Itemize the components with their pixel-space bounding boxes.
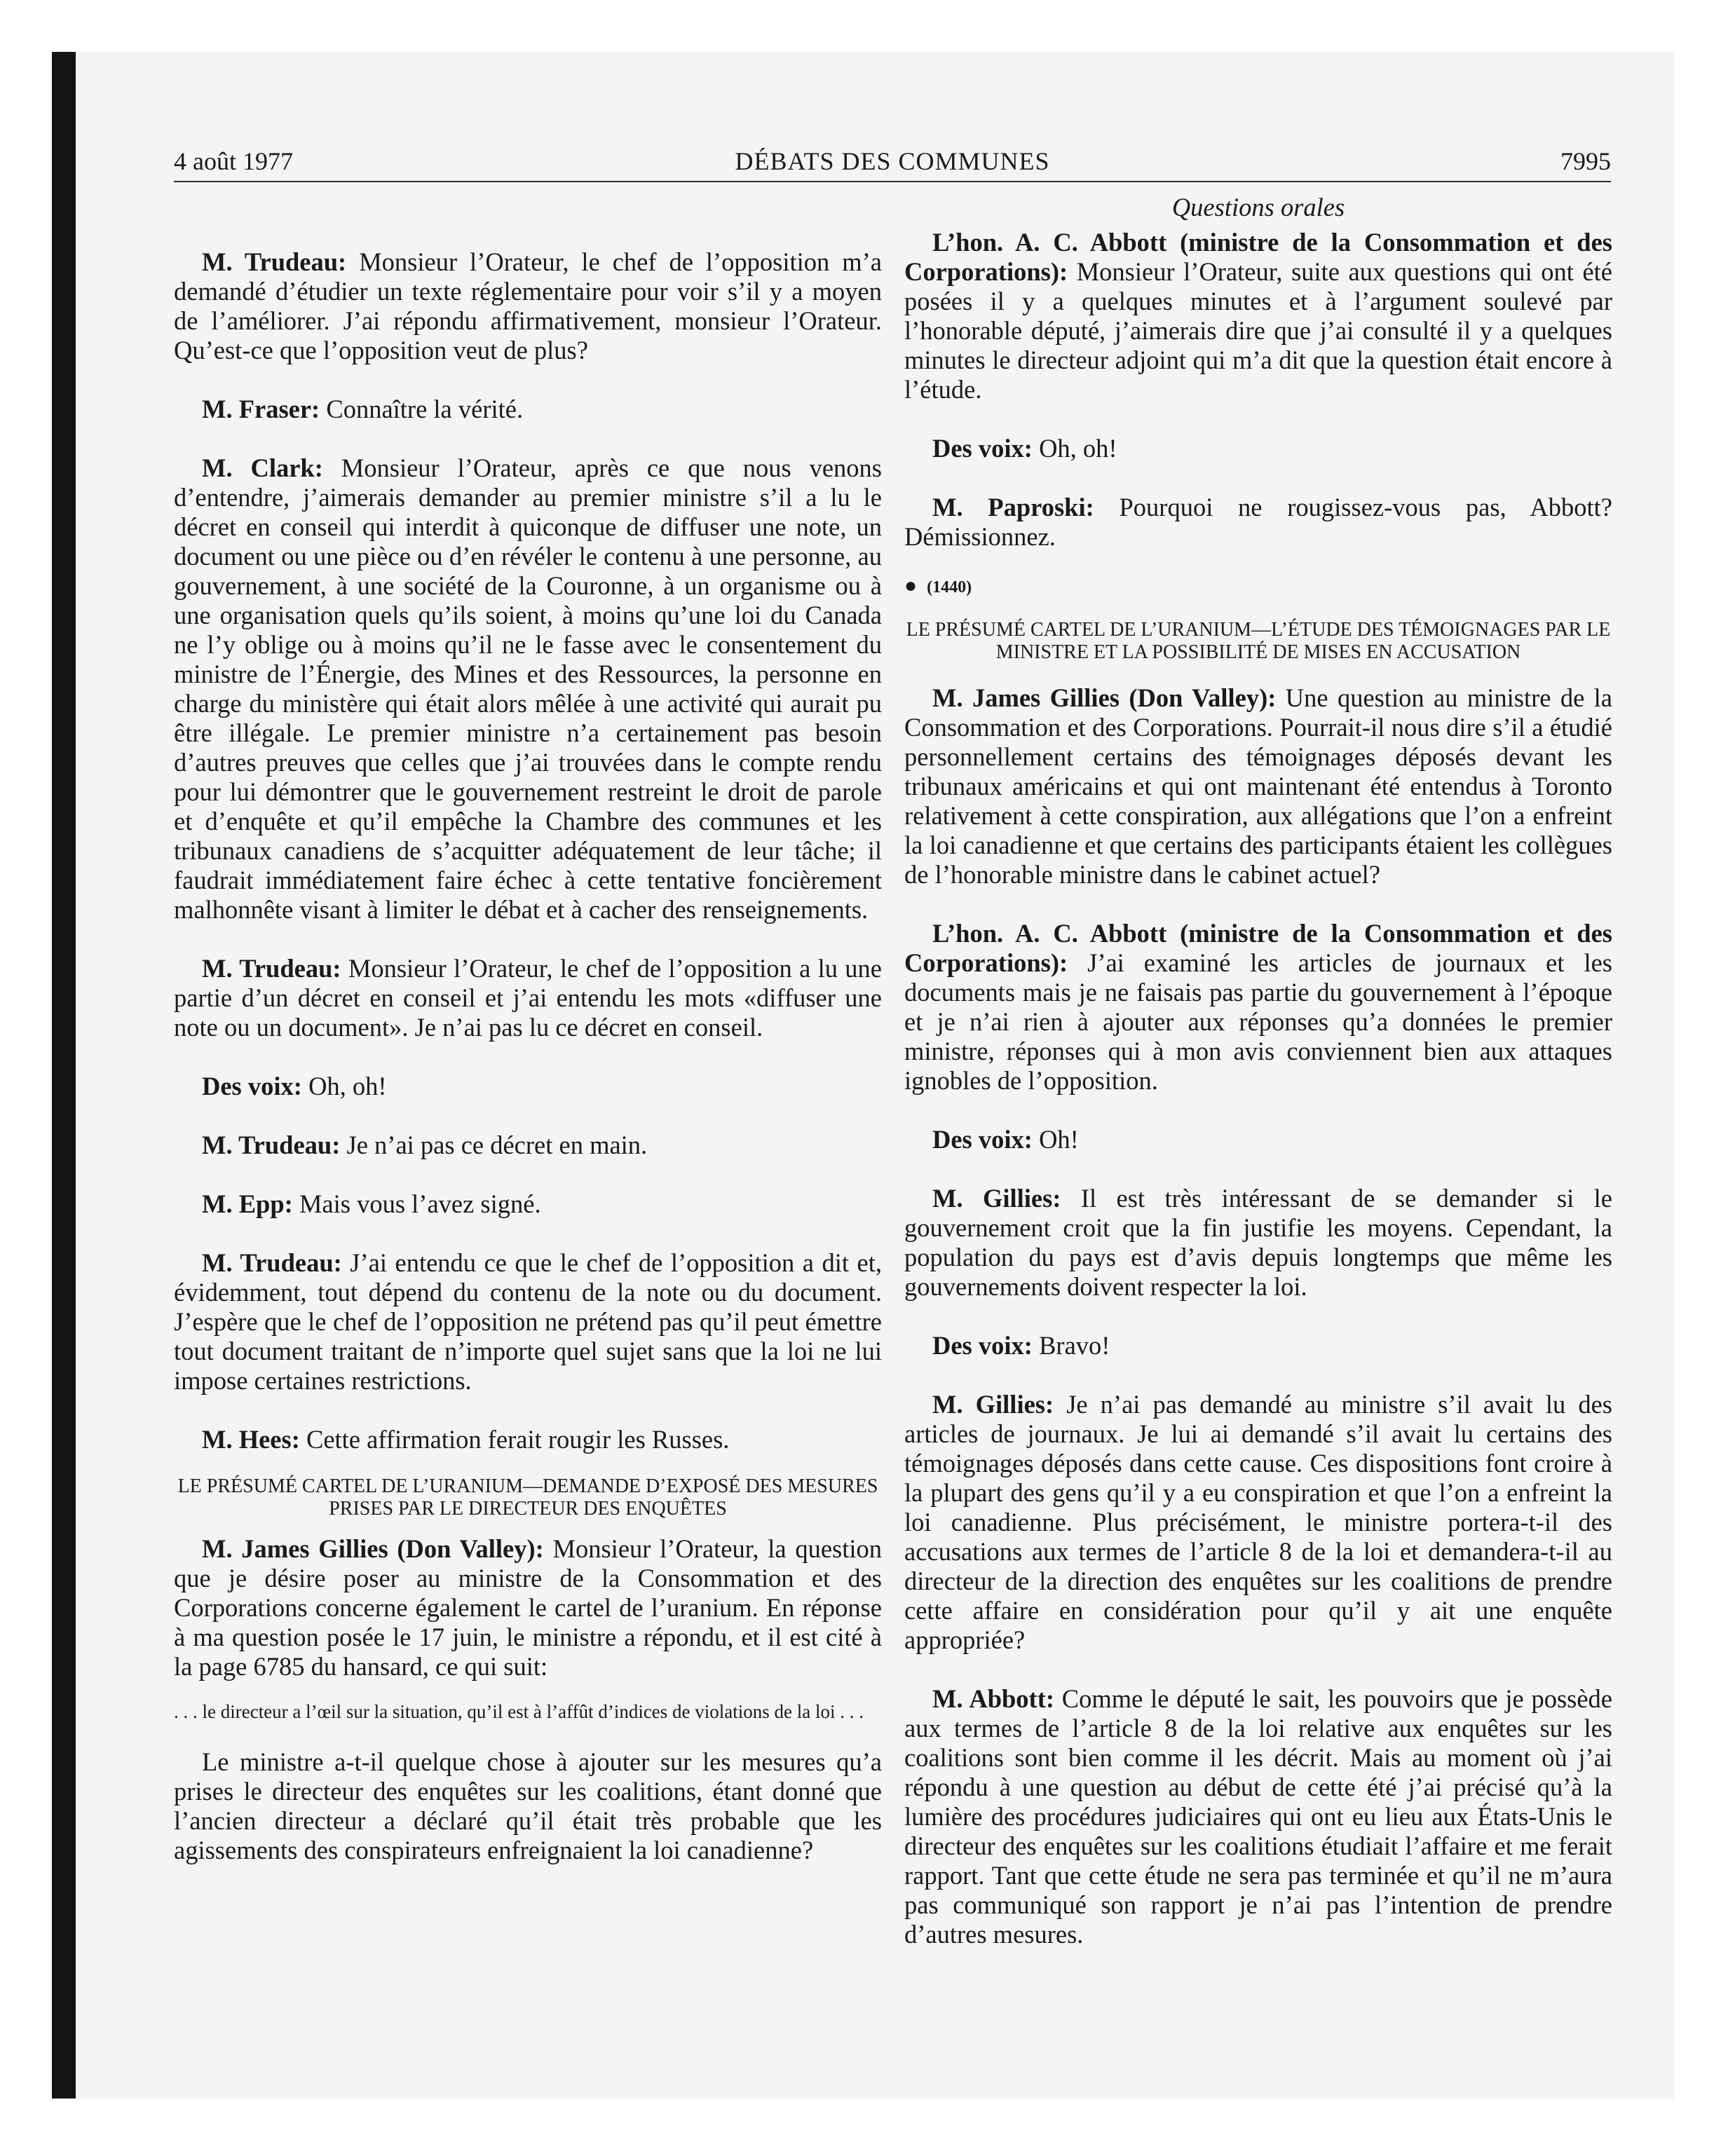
speaker: M. Gillies: xyxy=(932,1390,1054,1419)
paragraph xyxy=(904,434,1612,463)
paragraph xyxy=(904,683,1612,889)
speaker: M. Trudeau: xyxy=(202,247,347,276)
speech-text: Monsieur l’Orateur, suite aux questions qui ont été posées il y a quelques minutes et à l’argument soulevé par l’honorable député, j’aimerais dire que j’ai consulté il y a quelques minutes le directeur adjoint qui m’a dit que la question était encore à l’étude. xyxy=(904,257,1613,404)
header-title: DÉBATS DES COMMUNES xyxy=(735,147,1050,175)
speaker: M. Gillies: xyxy=(932,1184,1061,1213)
speech-text: Je n’ai pas ce décret en main. xyxy=(346,1131,648,1159)
paragraph xyxy=(904,1390,1612,1655)
header-date: 4 août 1977 xyxy=(174,147,293,175)
scan-edge xyxy=(52,52,76,2099)
speech-text: Une question au ministre de la Consommation et des Corporations. Pourrait-il nous dire s’il a étudié personnellement certains des témoignages déposés devant les tribunaux américains et qui ont maintenant été entendus à Toronto relativement à cette conspiration, aux allégations que l’on a enfreint la loi canadienne et que certains des participants étaient les collègues de l’honorable ministre dans le cabinet actuel? xyxy=(904,683,1612,889)
paragraph xyxy=(174,1189,882,1219)
speaker: L’hon. A. C. Abbott (ministre de la Consommation et des Corporations): xyxy=(904,919,1612,977)
speaker: L’hon. A. C. Abbott (ministre de la Consommation et des Corporations): xyxy=(904,228,1612,286)
speech-text: Oh! xyxy=(1039,1125,1079,1154)
paragraph xyxy=(174,1248,882,1396)
speaker: M. Trudeau: xyxy=(202,954,341,983)
speech-text: J’ai examiné les articles de journaux et les documents mais je ne faisais pas partie du gouvernement à l’époque et je n’ai rien à ajouter aux réponses qu’a données le premier ministre, réponses qui à mon avis conviennent bien aux attaques ignobles de l’opposition. xyxy=(904,948,1612,1095)
page-header xyxy=(174,140,1611,182)
column-heading: Questions orales xyxy=(1171,193,1345,221)
speaker: Des voix: xyxy=(932,434,1033,463)
paragraph xyxy=(174,1534,882,1681)
paragraph xyxy=(904,1125,1612,1154)
speaker: M. Hees: xyxy=(202,1425,300,1454)
paragraph xyxy=(904,228,1612,404)
paragraph: Le ministre a-t-il quelque chose à ajouter sur les mesures qu’a prises le directeur des enquêtes sur les coalitions, étant donné que l’ancien directeur a déclaré qu’il était très probable que les agissements des conspirateurs enfreignaient la loi canadienne? xyxy=(174,1747,882,1864)
paragraph xyxy=(904,1184,1612,1302)
speaker: M. Trudeau: xyxy=(202,1248,342,1277)
speech-text: Je n’ai pas demandé au ministre s’il avait lu des articles de journaux. Je lui ai demandé s’il avait lu certains des témoignages déposés dans cette cause. Ces dispositions font croire à la plupart des gens qu’il y a eu conspiration et que l’on a enfreint la loi canadienne. Plus précisément, le ministre portera-t-il des accusations aux termes de l’article 8 de la loi et demandera-t-il au directeur de la direction des enquêtes sur les coalitions de prendre cette affaire en considération pour qu’il y ait une enquête appropriée? xyxy=(904,1390,1612,1654)
paragraph xyxy=(174,247,882,365)
speaker: Des voix: xyxy=(932,1125,1033,1154)
speech-text: Pourquoi ne rougissez-vous pas, Abbott? Démissionnez. xyxy=(904,493,1613,551)
paragraph xyxy=(174,1131,882,1160)
time-marker-text: (1440) xyxy=(927,578,972,596)
speaker: Des voix: xyxy=(202,1072,302,1100)
speech-text: Oh, oh! xyxy=(1039,434,1117,463)
section-subheading: LE PRÉSUMÉ CARTEL DE L’URANIUM—L’ÉTUDE DES TÉMOIGNAGES PAR LE MINISTRE ET LA POSSIBILITÉ DE MISES EN ACCUSATION xyxy=(906,619,1611,663)
paragraph xyxy=(904,493,1612,552)
right-column xyxy=(904,193,1612,1979)
speech-text: Connaître la vérité. xyxy=(326,395,524,423)
paragraph xyxy=(904,1331,1612,1360)
speaker: M. Clark: xyxy=(202,453,323,482)
paragraph xyxy=(174,954,882,1042)
bullet-icon: ● xyxy=(904,574,918,597)
speaker: M. James Gillies (Don Valley): xyxy=(932,683,1277,712)
section-subheading: LE PRÉSUMÉ CARTEL DE L’URANIUM—DEMANDE D’EXPOSÉ DES MESURES PRISES PAR LE DIRECTEUR DES ENQUÊTES xyxy=(177,1475,878,1520)
speaker: Des voix: xyxy=(932,1331,1033,1360)
paragraph xyxy=(174,1072,882,1101)
left-column xyxy=(174,193,882,1895)
paragraph xyxy=(174,1425,882,1454)
speech-text: Monsieur l’Orateur, le chef de l’opposition m’a demandé d’étudier un texte réglementaire pour voir s’il y a moyen de l’améliorer. J’ai répondu affirmativement, monsieur l’Orateur. Qu’est-ce que l’opposition veut de plus? xyxy=(174,247,883,364)
paragraph xyxy=(904,919,1612,1096)
speech-text: Il est très intéressant de se demander si le gouvernement croit que la fin justifie les moyens. Cependant, la population du pays est d’avis depuis longtemps que même les gouvernements doivent respecter la loi. xyxy=(904,1184,1613,1301)
header-rule xyxy=(174,181,1611,182)
speech-text: Monsieur l’Orateur, la question que je désire poser au ministre de la Consommation et des Corporations concerne également le cartel de l’uranium. En réponse à ma question posée le 17 juin, le ministre a répondu, et il est cité à la page 6785 du hansard, ce qui suit: xyxy=(174,1534,883,1681)
speech-text: Bravo! xyxy=(1039,1331,1110,1360)
speech-text: Monsieur l’Orateur, après ce que nous venons d’entendre, j’aimerais demander au premier ministre s’il a lu le décret en conseil qui interdit à quiconque de diffuser une note, un document ou une pièce ou d’en révéler le contenu à une personne, au gouvernement, à une société de la Couronne, à un organisme ou à une organisation quels qu’ils soient, à moins qu’une loi du Canada ne l’y oblige ou à moins qu’il ne le fasse avec le consentement du ministre de l’Énergie, des Mines et des Ressources, la personne en charge du ministère qui était alors mêlée à une activité qui aurait pu être illégale. Le premier ministre n’a certainement pas besoin d’autres preuves que celles que j’ai trouvées dans le compte rendu pour lui démontrer que le gouvernement restreint le droit de parole et d’enquête et qu’il empêche la Chambre des communes et les tribunaux canadiens de s’acquitter adéquatement de leur tâche; il faudrait immédiatement faire échec à cette tentative foncièrement malhonnête visant à limiter le débat et à cacher des renseignements. xyxy=(174,453,883,924)
speech-text: Cette affirmation ferait rougir les Russes. xyxy=(306,1425,730,1454)
speech-text: Oh, oh! xyxy=(308,1072,387,1100)
speech-text: Comme le député le sait, les pouvoirs que je possède aux termes de l’article 8 de la loi relative aux enquêtes sur les coalitions sont bien comme il les décrit. Mais au moment où j’ai répondu à une question au début de cette été j’ai précisé qu’à la lumière des procédures judiciaires qui ont eu lieu aux États-Unis le directeur des enquêtes sur les coalitions étudiait l’affaire et me ferait rapport. Tant que cette étude ne sera pas terminée et qu’il ne m’aura pas communiqué son rapport je n’ai pas l’intention de prendre d’autres mesures. xyxy=(904,1684,1613,1949)
speech-text: Mais vous l’avez signé. xyxy=(299,1189,541,1218)
header-page-number: 7995 xyxy=(1560,147,1611,175)
speech-text: J’ai entendu ce que le chef de l’opposition a dit et, évidemment, tout dépend du contenu de la note ou du document. J’espère que le chef de l’opposition ne prétend pas qu’il peut émettre tout document traitant de n’importe quel sujet sans que la loi ne lui impose certaines restrictions. xyxy=(174,1248,883,1395)
speaker: M. Abbott: xyxy=(932,1684,1055,1713)
paragraph xyxy=(174,453,882,925)
time-marker xyxy=(904,571,1612,602)
speaker: M. Trudeau: xyxy=(202,1131,341,1159)
speaker: M. James Gillies (Don Valley): xyxy=(202,1534,544,1563)
block-quote: . . . le directeur a l’œil sur la situation, qu’il est à l’affût d’indices de violations de la loi . . . xyxy=(174,1701,864,1722)
speaker: M. Fraser: xyxy=(202,395,320,423)
speaker: M. Epp: xyxy=(202,1189,293,1218)
paragraph xyxy=(174,395,882,424)
speech-text: Monsieur l’Orateur, le chef de l’opposition a lu une partie d’un décret en conseil et j’ai entendu les mots «diffuser une note ou un document». Je n’ai pas lu ce décret en conseil. xyxy=(174,954,883,1042)
speaker: M. Paproski: xyxy=(932,493,1094,521)
paragraph xyxy=(904,1684,1612,1949)
